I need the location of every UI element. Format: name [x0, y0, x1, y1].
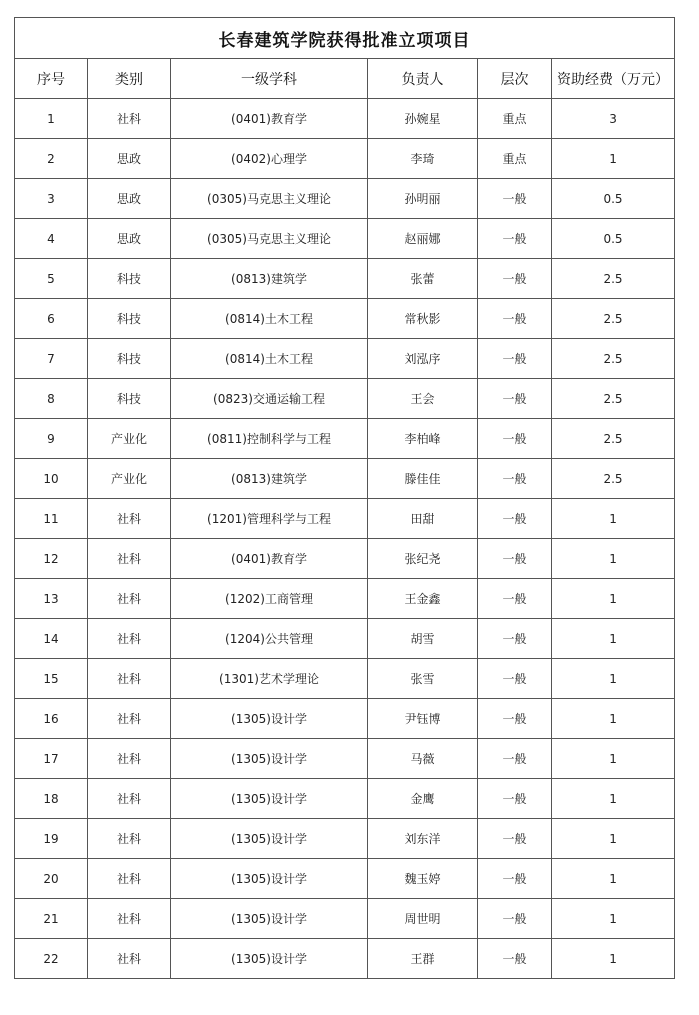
leader-cell: 刘东洋 — [368, 819, 478, 859]
level-cell: 重点 — [478, 99, 552, 139]
index-cell: 15 — [15, 659, 88, 699]
level-cell: 一般 — [478, 419, 552, 459]
funding-cell: 1 — [552, 139, 675, 179]
level-cell: 一般 — [478, 779, 552, 819]
discipline-cell: (1301)艺术学理论 — [171, 659, 368, 699]
table-row — [15, 739, 675, 779]
leader-cell: 王会 — [368, 379, 478, 419]
funding-cell: 1 — [552, 739, 675, 779]
table-row — [15, 619, 675, 659]
discipline-cell: (1201)管理科学与工程 — [171, 499, 368, 539]
funding-cell: 1 — [552, 659, 675, 699]
header-row — [15, 59, 675, 99]
leader-cell: 马薇 — [368, 739, 478, 779]
leader-cell: 尹钰博 — [368, 699, 478, 739]
table-row — [15, 699, 675, 739]
category-cell: 社科 — [88, 939, 171, 979]
header-funding: 资助经费（万元） — [552, 59, 675, 99]
header-level: 层次 — [478, 59, 552, 99]
funding-cell: 0.5 — [552, 219, 675, 259]
index-cell: 17 — [15, 739, 88, 779]
table-body — [15, 99, 675, 979]
discipline-cell: (0823)交通运输工程 — [171, 379, 368, 419]
level-cell: 一般 — [478, 299, 552, 339]
level-cell: 一般 — [478, 179, 552, 219]
table-row — [15, 659, 675, 699]
leader-cell: 金鹰 — [368, 779, 478, 819]
leader-cell: 王群 — [368, 939, 478, 979]
category-cell: 社科 — [88, 739, 171, 779]
discipline-cell: (0305)马克思主义理论 — [171, 219, 368, 259]
funding-cell: 2.5 — [552, 299, 675, 339]
funding-cell: 3 — [552, 99, 675, 139]
category-cell: 思政 — [88, 179, 171, 219]
discipline-cell: (1305)设计学 — [171, 739, 368, 779]
category-cell: 社科 — [88, 579, 171, 619]
table-row — [15, 819, 675, 859]
category-cell: 社科 — [88, 699, 171, 739]
table-row — [15, 339, 675, 379]
category-cell: 社科 — [88, 859, 171, 899]
category-cell: 思政 — [88, 219, 171, 259]
table-row — [15, 219, 675, 259]
funding-cell: 2.5 — [552, 339, 675, 379]
header-leader: 负责人 — [368, 59, 478, 99]
discipline-cell: (1202)工商管理 — [171, 579, 368, 619]
index-cell: 3 — [15, 179, 88, 219]
header-index: 序号 — [15, 59, 88, 99]
leader-cell: 常秋影 — [368, 299, 478, 339]
category-cell: 社科 — [88, 819, 171, 859]
level-cell: 一般 — [478, 539, 552, 579]
leader-cell: 田甜 — [368, 499, 478, 539]
funding-cell: 1 — [552, 699, 675, 739]
leader-cell: 李琦 — [368, 139, 478, 179]
category-cell: 产业化 — [88, 459, 171, 499]
level-cell: 一般 — [478, 699, 552, 739]
discipline-cell: (1305)设计学 — [171, 819, 368, 859]
index-cell: 11 — [15, 499, 88, 539]
discipline-cell: (0813)建筑学 — [171, 459, 368, 499]
leader-cell: 王金鑫 — [368, 579, 478, 619]
index-cell: 2 — [15, 139, 88, 179]
funding-cell: 2.5 — [552, 379, 675, 419]
leader-cell: 滕佳佳 — [368, 459, 478, 499]
level-cell: 一般 — [478, 579, 552, 619]
level-cell: 一般 — [478, 659, 552, 699]
index-cell: 8 — [15, 379, 88, 419]
header-discipline: 一级学科 — [171, 59, 368, 99]
index-cell: 9 — [15, 419, 88, 459]
level-cell: 一般 — [478, 939, 552, 979]
approved-projects-table — [14, 17, 675, 979]
discipline-cell: (0401)教育学 — [171, 99, 368, 139]
funding-cell: 1 — [552, 899, 675, 939]
index-cell: 4 — [15, 219, 88, 259]
level-cell: 一般 — [478, 259, 552, 299]
category-cell: 科技 — [88, 299, 171, 339]
leader-cell: 胡雪 — [368, 619, 478, 659]
category-cell: 社科 — [88, 619, 171, 659]
header-category: 类别 — [88, 59, 171, 99]
leader-cell: 张蕾 — [368, 259, 478, 299]
funding-cell: 1 — [552, 939, 675, 979]
discipline-cell: (1305)设计学 — [171, 699, 368, 739]
table-row — [15, 259, 675, 299]
table-row — [15, 939, 675, 979]
discipline-cell: (0401)教育学 — [171, 539, 368, 579]
level-cell: 一般 — [478, 459, 552, 499]
funding-cell: 1 — [552, 499, 675, 539]
leader-cell: 孙婉星 — [368, 99, 478, 139]
index-cell: 21 — [15, 899, 88, 939]
index-cell: 7 — [15, 339, 88, 379]
index-cell: 1 — [15, 99, 88, 139]
table-row — [15, 299, 675, 339]
discipline-cell: (0814)土木工程 — [171, 299, 368, 339]
leader-cell: 孙明丽 — [368, 179, 478, 219]
level-cell: 一般 — [478, 499, 552, 539]
discipline-cell: (1305)设计学 — [171, 859, 368, 899]
funding-cell: 1 — [552, 819, 675, 859]
level-cell: 一般 — [478, 339, 552, 379]
index-cell: 19 — [15, 819, 88, 859]
funding-cell: 2.5 — [552, 419, 675, 459]
leader-cell: 刘泓序 — [368, 339, 478, 379]
funding-cell: 0.5 — [552, 179, 675, 219]
level-cell: 一般 — [478, 819, 552, 859]
leader-cell: 张雪 — [368, 659, 478, 699]
index-cell: 6 — [15, 299, 88, 339]
category-cell: 社科 — [88, 499, 171, 539]
category-cell: 社科 — [88, 99, 171, 139]
table-row — [15, 899, 675, 939]
discipline-cell: (0305)马克思主义理论 — [171, 179, 368, 219]
funding-cell: 1 — [552, 579, 675, 619]
index-cell: 16 — [15, 699, 88, 739]
funding-cell: 1 — [552, 779, 675, 819]
category-cell: 社科 — [88, 659, 171, 699]
funding-cell: 1 — [552, 539, 675, 579]
level-cell: 一般 — [478, 619, 552, 659]
discipline-cell: (0402)心理学 — [171, 139, 368, 179]
discipline-cell: (1204)公共管理 — [171, 619, 368, 659]
level-cell: 一般 — [478, 739, 552, 779]
table-title: 长春建筑学院获得批准立项项目 — [15, 18, 675, 59]
category-cell: 思政 — [88, 139, 171, 179]
title-row — [15, 18, 675, 59]
funding-cell: 1 — [552, 859, 675, 899]
table-row — [15, 499, 675, 539]
table-row — [15, 579, 675, 619]
level-cell: 一般 — [478, 859, 552, 899]
table-row — [15, 779, 675, 819]
discipline-cell: (1305)设计学 — [171, 939, 368, 979]
table-row — [15, 459, 675, 499]
table-row — [15, 179, 675, 219]
leader-cell: 周世明 — [368, 899, 478, 939]
table-row — [15, 419, 675, 459]
level-cell: 重点 — [478, 139, 552, 179]
level-cell: 一般 — [478, 379, 552, 419]
leader-cell: 李柏峰 — [368, 419, 478, 459]
category-cell: 科技 — [88, 379, 171, 419]
category-cell: 社科 — [88, 899, 171, 939]
category-cell: 社科 — [88, 779, 171, 819]
category-cell: 科技 — [88, 259, 171, 299]
index-cell: 10 — [15, 459, 88, 499]
funding-cell: 1 — [552, 619, 675, 659]
project-list-sheet — [14, 17, 674, 979]
table-row — [15, 859, 675, 899]
category-cell: 产业化 — [88, 419, 171, 459]
index-cell: 12 — [15, 539, 88, 579]
level-cell: 一般 — [478, 219, 552, 259]
discipline-cell: (1305)设计学 — [171, 779, 368, 819]
leader-cell: 张纪尧 — [368, 539, 478, 579]
level-cell: 一般 — [478, 899, 552, 939]
category-cell: 社科 — [88, 539, 171, 579]
discipline-cell: (1305)设计学 — [171, 899, 368, 939]
discipline-cell: (0811)控制科学与工程 — [171, 419, 368, 459]
table-row — [15, 539, 675, 579]
discipline-cell: (0813)建筑学 — [171, 259, 368, 299]
table-row — [15, 99, 675, 139]
funding-cell: 2.5 — [552, 459, 675, 499]
index-cell: 20 — [15, 859, 88, 899]
index-cell: 18 — [15, 779, 88, 819]
index-cell: 13 — [15, 579, 88, 619]
funding-cell: 2.5 — [552, 259, 675, 299]
index-cell: 5 — [15, 259, 88, 299]
table-row — [15, 139, 675, 179]
leader-cell: 赵丽娜 — [368, 219, 478, 259]
discipline-cell: (0814)土木工程 — [171, 339, 368, 379]
category-cell: 科技 — [88, 339, 171, 379]
leader-cell: 魏玉婷 — [368, 859, 478, 899]
index-cell: 22 — [15, 939, 88, 979]
table-row — [15, 379, 675, 419]
index-cell: 14 — [15, 619, 88, 659]
